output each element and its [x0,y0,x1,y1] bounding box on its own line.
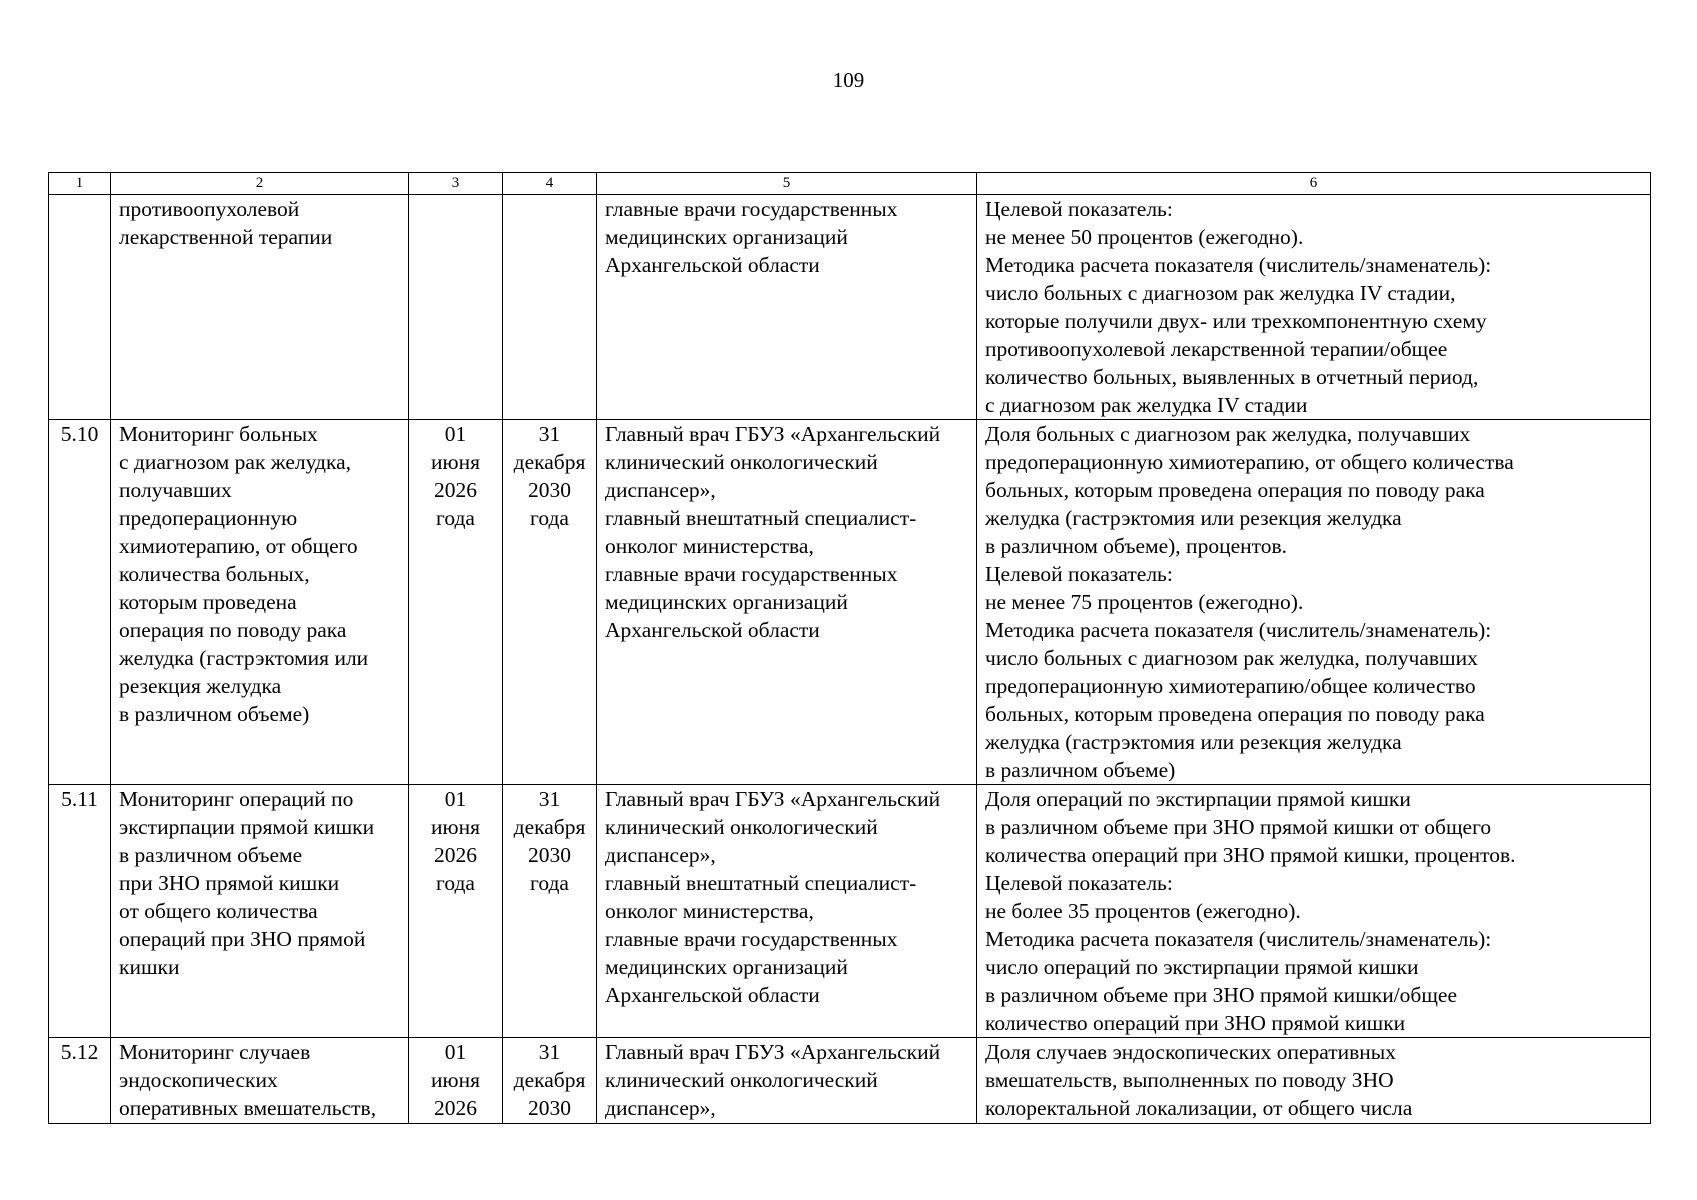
text-line: года [530,506,569,530]
target-indicator [977,785,1651,1038]
text-line: не менее 75 процентов (ежегодно). [985,590,1304,614]
text-line: не менее 50 процентов (ежегодно). [985,225,1304,249]
text-line: Архангельской области [605,253,820,277]
start-date [409,785,503,1038]
end-date [503,785,597,1038]
text-line: получавших [119,478,232,502]
target-indicator [977,1038,1651,1124]
start-date [409,195,503,420]
text-line: предоперационную химиотерапию/общее количество [985,674,1476,698]
text-line: в различном объеме), процентов. [985,534,1288,558]
text-line: онколог министерства, [605,534,814,558]
text-line: экстирпации прямой кишки [119,815,375,839]
text-line: декабря [513,815,586,839]
row-number: 5.12 [49,1038,111,1124]
text-line: в различном объеме) [985,758,1176,782]
activity-name [111,195,409,420]
responsible-persons [597,785,977,1038]
text-line: главные врачи государственных [605,197,898,221]
text-line: клинический онкологический [605,815,878,839]
text-line: эндоскопических [119,1068,278,1092]
text-line: количества больных, [119,562,310,586]
text-line: 31 [538,422,561,446]
text-line: Главный врач ГБУЗ «Архангельский [605,422,941,446]
text-line: клинический онкологический [605,450,878,474]
text-line: с диагнозом рак желудка IV стадии [985,393,1308,417]
text-line: 2026 [434,1096,477,1120]
text-line: предоперационную [119,506,298,530]
end-date [503,420,597,785]
text-line: Главный врач ГБУЗ «Архангельский [605,1040,941,1064]
table-row [49,785,1651,1038]
text-line: больных, которым проведена операция по поводу рака [985,478,1485,502]
table-row [49,1038,1651,1124]
text-line: 01 [444,787,467,811]
text-line: Мониторинг случаев [119,1040,311,1064]
text-line: больных, которым проведена операция по поводу рака [985,702,1485,726]
text-line: Целевой показатель: [985,197,1173,221]
text-line: предоперационную химиотерапию, от общего количества [985,450,1514,474]
column-number-row [49,173,1651,195]
text-line: 31 [538,1040,561,1064]
text-line: от общего количества [119,899,318,923]
text-line: декабря [513,1068,586,1092]
text-line: диспансер», [605,1096,716,1120]
text-line: онколог министерства, [605,899,814,923]
column-header: 4 [503,173,597,195]
text-line: Доля операций по экстирпации прямой кишки [985,787,1411,811]
text-line: 01 [444,1040,467,1064]
activity-name [111,785,409,1038]
text-line: с диагнозом рак желудка, [119,450,351,474]
text-line: 2026 [434,843,477,867]
text-line: июня [431,815,480,839]
text-line: Мониторинг операций по [119,787,354,811]
text-line: Методика расчета показателя (числитель/знаменатель): [985,927,1492,951]
text-line: главный внештатный специалист- [605,871,917,895]
row-number: 5.10 [49,420,111,785]
text-line: колоректальной локализации, от общего числа [985,1096,1413,1120]
text-line: число больных с диагнозом рак желудка IV стадии, [985,281,1456,305]
text-line: диспансер», [605,478,716,502]
text-line: желудка (гастрэктомия или [119,646,369,670]
text-line: операция по поводу рака [119,618,347,642]
column-header: 1 [49,173,111,195]
text-line: Доля случаев эндоскопических оперативных [985,1040,1396,1064]
text-line: 2026 [434,478,477,502]
target-indicator [977,195,1651,420]
text-line: противоопухолевой лекарственной терапии/общее [985,337,1448,361]
text-line: Методика расчета показателя (числитель/знаменатель): [985,618,1492,642]
text-line: количество больных, выявленных в отчетный период, [985,365,1479,389]
text-line: клинический онкологический [605,1068,878,1092]
column-header: 5 [597,173,977,195]
text-line: Доля больных с диагнозом рак желудка, получавших [985,422,1471,446]
text-line: желудка (гастрэктомия или резекция желудка [985,730,1402,754]
text-line: Целевой показатель: [985,871,1173,895]
table-row [49,420,1651,785]
column-header: 3 [409,173,503,195]
text-line: года [436,871,475,895]
text-line: в различном объеме [119,843,303,867]
activity-name [111,420,409,785]
row-number: 5.11 [49,785,111,1038]
table-row [49,195,1651,420]
text-line: противоопухолевой [119,197,300,221]
column-header: 2 [111,173,409,195]
text-line: количество операций при ЗНО прямой кишки [985,1011,1406,1035]
text-line: операций при ЗНО прямой [119,927,366,951]
activity-name [111,1038,409,1124]
text-line: не более 35 процентов (ежегодно). [985,899,1301,923]
text-line: количества операций при ЗНО прямой кишки, процентов. [985,843,1516,867]
text-line: Главный врач ГБУЗ «Архангельский [605,787,941,811]
responsible-persons [597,195,977,420]
text-line: медицинских организаций [605,590,848,614]
text-line: число операций по экстирпации прямой кишки [985,955,1419,979]
text-line: Целевой показатель: [985,562,1173,586]
text-line: года [530,871,569,895]
monitoring-table [48,172,1651,1124]
row-number [49,195,111,420]
text-line: лекарственной терапии [119,225,333,249]
page-number: 109 [832,68,865,92]
start-date [409,1038,503,1124]
text-line: Архангельской области [605,983,820,1007]
end-date [503,1038,597,1124]
text-line: главный внештатный специалист- [605,506,917,530]
text-line: Мониторинг больных [119,422,318,446]
text-line: 2030 [528,843,571,867]
text-line: резекция желудка [119,674,282,698]
target-indicator [977,420,1651,785]
text-line: в различном объеме при ЗНО прямой кишки/общее [985,983,1458,1007]
text-line: главные врачи государственных [605,562,898,586]
text-line: оперативных вмешательств, [119,1096,377,1120]
text-line: которым проведена [119,590,297,614]
text-line: в различном объеме) [119,702,310,726]
text-line: июня [431,450,480,474]
text-line: года [436,506,475,530]
text-line: медицинских организаций [605,955,848,979]
text-line: Архангельской области [605,618,820,642]
text-line: 2030 [528,1096,571,1120]
text-line: химиотерапию, от общего [119,534,358,558]
text-line: 2030 [528,478,571,502]
text-line: декабря [513,450,586,474]
column-header: 6 [977,173,1651,195]
text-line: в различном объеме при ЗНО прямой кишки от общего [985,815,1492,839]
end-date [503,195,597,420]
responsible-persons [597,1038,977,1124]
text-line: 31 [538,787,561,811]
text-line: кишки [119,955,180,979]
text-line: диспансер», [605,843,716,867]
text-line: которые получили двух- или трехкомпонентную схему [985,309,1487,333]
start-date [409,420,503,785]
text-line: Методика расчета показателя (числитель/знаменатель): [985,253,1492,277]
text-line: число больных с диагнозом рак желудка, получавших [985,646,1478,670]
text-line: желудка (гастрэктомия или резекция желудка [985,506,1402,530]
responsible-persons [597,420,977,785]
text-line: главные врачи государственных [605,927,898,951]
text-line: при ЗНО прямой кишки [119,871,340,895]
text-line: июня [431,1068,480,1092]
text-line: 01 [444,422,467,446]
text-line: медицинских организаций [605,225,848,249]
text-line: вмешательств, выполненных по поводу ЗНО [985,1068,1394,1092]
